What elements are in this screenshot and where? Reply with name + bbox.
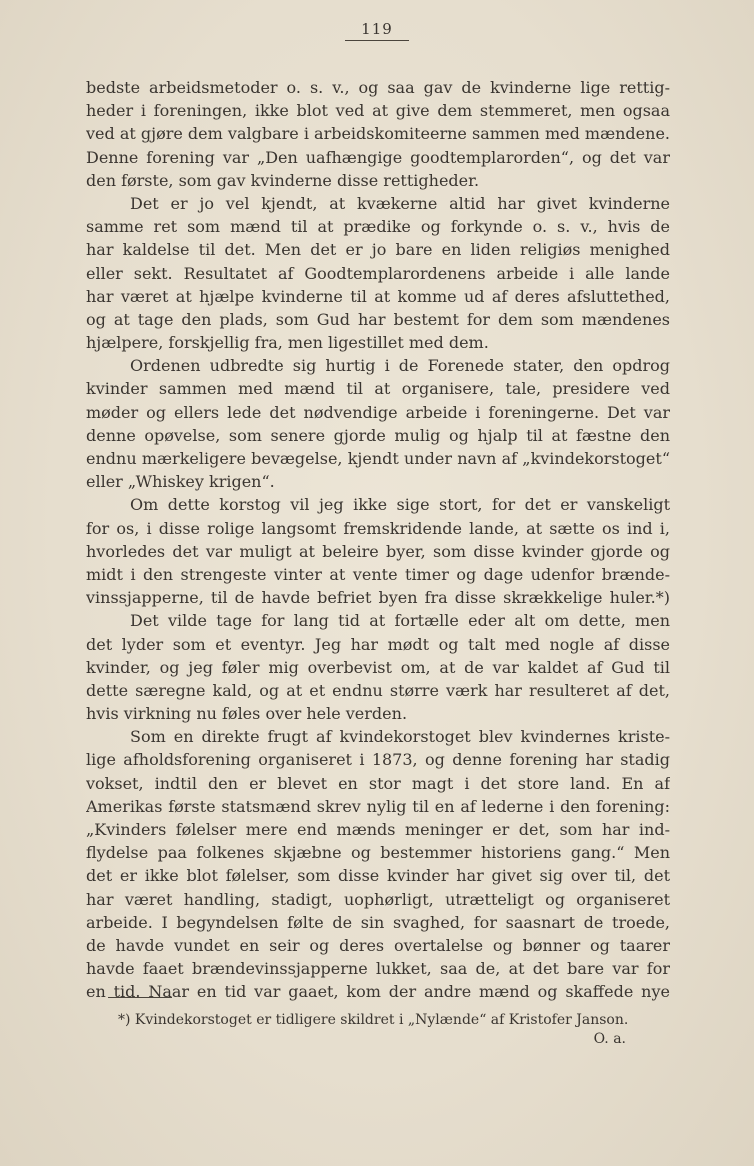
text-line: lige afholdsforening organiseret i 1873, og denne forening har stadig xyxy=(86,750,670,770)
text-line: hvorledes det var muligt at beleire byer, som disse kvinder gjorde og xyxy=(86,541,670,561)
text-line: vinssjapperne, til de havde befriet byen fra disse skrækkelige huler.*) xyxy=(86,588,670,608)
footnote xyxy=(90,1011,652,1049)
text-line: det er ikke blot følelser, som disse kvinder har givet sig over til, det xyxy=(86,866,670,886)
text-line: Som en direkte frugt af kvindekorstoget blev kvindernes kriste- xyxy=(130,727,670,747)
text-line: kvinder sammen med mænd til at organisere, tale, presidere ved xyxy=(86,379,670,399)
text-line: eller sekt. Resultatet af Goodtemplarordenens arbeide i alle lande xyxy=(86,263,670,283)
text-line: endnu mærkeligere bevægelse, kjendt under navn af „kvindekorstoget“ xyxy=(86,449,670,468)
text-line: „Kvinders følelser mere end mænds meninger er det, som har ind- xyxy=(86,820,670,839)
text-line: midt i den strengeste vinter at vente timer og dage udenfor brænde- xyxy=(86,564,670,584)
text-line: samme ret som mænd til at prædike og forkynde o. s. v., hvis de xyxy=(86,217,670,237)
text-line: eller „Whiskey krigen“. xyxy=(86,472,275,492)
text-line: møder og ellers lede det nødvendige arbeide i foreningerne. Det var xyxy=(86,402,670,422)
text-line: har været handling, stadigt, uophørligt, utrætteligt og organiseret xyxy=(86,889,670,909)
text-line: og at tage den plads, som Gud har bestemt for dem som mændenes xyxy=(86,309,670,329)
text-line: Det er jo vel kjendt, at kvækerne altid har givet kvinderne xyxy=(130,193,670,213)
text-line: kvinder, og jeg føler mig overbevist om, at de var kaldet af Gud til xyxy=(86,657,670,677)
text-line: Denne forening var „Den uafhængige goodtemplarorden“, og det var xyxy=(86,147,670,167)
text-line: Det vilde tage for lang tid at fortælle eder alt om dette, men xyxy=(130,611,670,631)
text-line: heder i foreningen, ikke blot ved at give dem stemmeret, men ogsaa xyxy=(86,101,670,121)
text-line: en tid. Naar en tid var gaaet, kom der andre mænd og skaffede nye xyxy=(86,982,670,1002)
text-line: har kaldelse til det. Men det er jo bare en liden religiøs menighed xyxy=(86,240,670,260)
footnote-text: *) Kvindekorstoget er tidligere skildret i „Nylænde“ af Kristofer Janson. xyxy=(118,1012,629,1028)
text-line: hjælpere, forskjellig fra, men ligestillet med dem. xyxy=(86,333,489,353)
text-line: vokset, indtil den er blevet en stor magt i det store land. En af xyxy=(86,773,670,793)
footnote-signature: O. a. xyxy=(593,1031,626,1047)
text-line: arbeide. I begyndelsen følte de sin svaghed, for saasnart de troede, xyxy=(86,912,670,932)
text-line: de havde vundet en seir og deres overtalelse og bønner og taarer xyxy=(86,935,670,955)
text-line: har været at hjælpe kvinderne til at komme ud af deres afsluttethed, xyxy=(86,286,670,306)
text-line: havde faaet brændevinssjapperne lukket, saa de, at det bare var for xyxy=(86,959,670,979)
text-line: Om dette korstog vil jeg ikke sige stort, for det er vanskeligt xyxy=(130,495,670,515)
text-line: Amerikas første statsmænd skrev nylig til en af lederne i den forening: xyxy=(86,796,670,816)
text-line: hvis virkning nu føles over hele verden. xyxy=(86,704,408,724)
page-number-text: 119 xyxy=(345,20,409,41)
text-line: Ordenen udbredte sig hurtig i de Forenede stater, den opdrog xyxy=(130,356,670,376)
text-line: dette særegne kald, og at et endnu større værk har resulteret af det, xyxy=(86,680,670,700)
main-text xyxy=(86,76,670,1004)
text-line: for os, i disse rolige langsomt fremskridende lande, at sætte os ind i, xyxy=(86,518,670,538)
text-line: denne opøvelse, som senere gjorde mulig og hjalp til at fæstne den xyxy=(86,425,670,445)
text-line: ved at gjøre dem valgbare i arbeidskomiteerne sammen med mændene. xyxy=(86,124,670,144)
page-number xyxy=(0,20,754,41)
text-line: bedste arbeidsmetoder o. s. v., og saa gav de kvinderne lige rettig- xyxy=(86,78,670,97)
text-line: flydelse paa folkenes skjæbne og bestemmer historiens gang.“ Men xyxy=(86,843,670,863)
text-line: det lyder som et eventyr. Jeg har mødt og talt med nogle af disse xyxy=(86,634,670,654)
footnote-divider xyxy=(108,997,172,998)
text-line: den første, som gav kvinderne disse rettigheder. xyxy=(86,170,480,190)
